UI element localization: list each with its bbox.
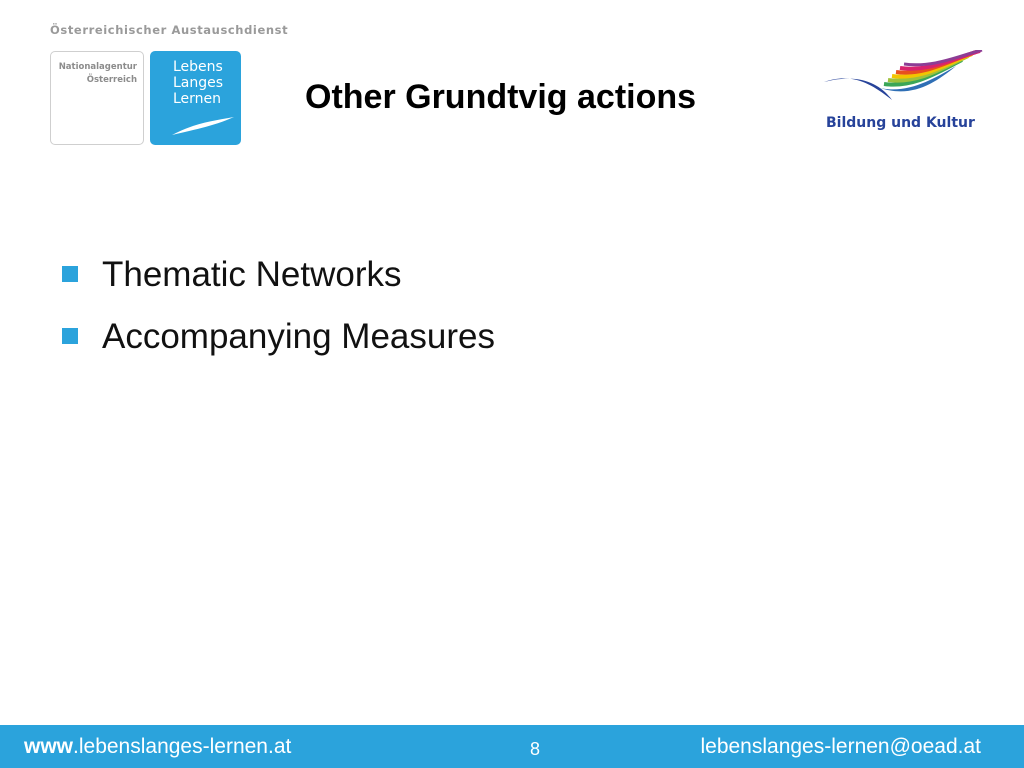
bullet-list — [62, 249, 495, 373]
bullet-text: Thematic Networks — [102, 255, 402, 294]
footer-website — [24, 735, 291, 759]
footer-bar — [0, 725, 1024, 768]
bullet-square-icon — [62, 328, 78, 344]
list-item — [62, 249, 495, 311]
bullet-square-icon — [62, 266, 78, 282]
eu-logo-text: Bildung und Kultur — [826, 115, 975, 131]
bullet-text: Accompanying Measures — [102, 317, 495, 356]
lll-logo-text: Lebens Langes Lernen — [173, 59, 224, 107]
lll-swoosh-icon — [150, 51, 241, 145]
website-domain: .lebenslanges-lernen.at — [73, 735, 292, 758]
nationalagentur-logo — [50, 51, 144, 145]
bildung-und-kultur-wave-logo — [822, 50, 984, 112]
list-item — [62, 311, 495, 373]
org-name: Österreichischer Austauschdienst — [50, 23, 289, 37]
website-prefix: www — [24, 735, 74, 758]
nationalagentur-text: Nationalagentur Österreich — [58, 62, 137, 85]
footer-email: lebenslanges-lernen@oead.at — [700, 735, 981, 758]
lebens-langes-lernen-logo — [150, 51, 241, 145]
page-title: Other Grundtvig actions — [305, 78, 697, 116]
page-number: 8 — [530, 739, 541, 759]
